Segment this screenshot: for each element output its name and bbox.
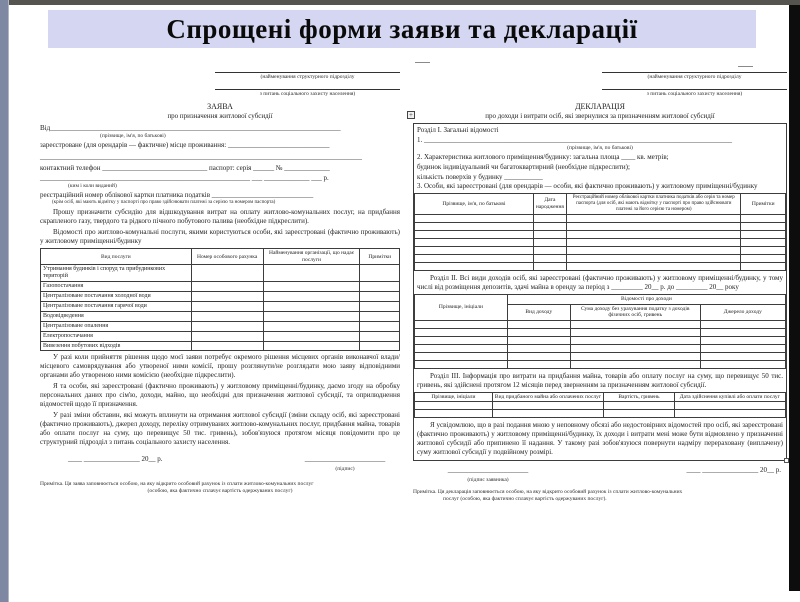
table-cell — [415, 263, 534, 271]
table-row — [41, 341, 400, 351]
table-row — [415, 239, 786, 247]
table-cell — [360, 301, 400, 311]
table-row — [415, 352, 786, 360]
signature-line: _______________________ — [304, 454, 386, 463]
tax-number-hint: (крім осіб, які мають відмітку у паспорті про право здійснювати платежі за серією та номером паспорта) — [52, 200, 276, 206]
page-mark-dash — [415, 62, 430, 63]
service-label: Централізоване опалення — [41, 321, 192, 331]
zayava-note — [40, 481, 400, 495]
table-cell — [415, 360, 508, 368]
table-cell — [360, 321, 400, 331]
table-cell — [360, 331, 400, 341]
table-cell — [263, 292, 360, 302]
zayava-address-line: зареєстроване (для орендарів — фактичне) місце проживання: _____________________________ — [40, 141, 330, 150]
table-row — [415, 410, 786, 418]
table-header-row — [415, 294, 786, 304]
dekl-expenses-table — [414, 392, 786, 419]
table-cell — [191, 301, 263, 311]
service-label: Централізоване постачання гарячої води — [41, 301, 192, 311]
zayava-title: ЗАЯВА — [207, 102, 233, 112]
zayava-services-table — [40, 248, 400, 351]
service-label: Газопостачання — [41, 282, 192, 292]
table-cell — [507, 328, 570, 336]
table-cell — [492, 402, 603, 410]
name-hint: (прізвище, ім'я, по батькові) — [567, 145, 633, 152]
blank-line — [215, 66, 400, 73]
zayava-decision-paragraph: У разі коли прийняття рішення щодо моєї заяви потребує окремого рішення місцевих органів виконавчої влади/місцевого самоврядування або утвореної ними комісії, прошу розглянути/не розглядати мою заяву відповідними органами або утвореною ними комісією (необхідне підкреслити). — [40, 353, 400, 380]
zayava-tax-number-line: реєстраційний номер облікової картки платника податків _____________________________ — [40, 191, 314, 200]
blank-line — [215, 83, 400, 90]
table-cell — [191, 321, 263, 331]
signature-hint: (підпис) — [335, 465, 355, 472]
dekl-residents-table — [414, 193, 786, 271]
services-header-type: Вид послуги — [41, 249, 192, 265]
table-cell — [741, 255, 786, 263]
income-header-group: Відомості про доходи — [507, 294, 785, 304]
table-cell — [263, 341, 360, 351]
dekl-note — [413, 489, 787, 503]
table-cell — [674, 410, 785, 418]
note-text: Примітка. Ця заява заповнюється особою, на яку відкрито особовий рахунок із сплати житлово-комунальних послуг — [40, 480, 314, 487]
table-cell — [415, 320, 508, 328]
issued-hint: (ким і коли виданий) — [68, 183, 117, 190]
zayava-subtitle: про призначення житлової субсидії — [167, 112, 273, 121]
dekl-signature-row — [413, 466, 787, 484]
signature-hint: (підпис заявника) — [467, 476, 509, 483]
table-cell — [700, 360, 785, 368]
table-cell — [415, 352, 508, 360]
table-cell — [415, 231, 534, 239]
table-cell — [741, 231, 786, 239]
table-cell — [263, 301, 360, 311]
department-caption: з питань соціального захисту населення) — [259, 91, 356, 98]
table-cell — [415, 247, 534, 255]
table-cell — [570, 344, 700, 352]
table-cell — [415, 255, 534, 263]
slide-frame-right — [789, 5, 800, 591]
table-cell — [191, 311, 263, 321]
dekl-section2-text: Розділ II. Всі види доходів осіб, які зареєстровані (фактично проживають) у житловому приміщенні/будинку, у тому числі від розміщення депозитів, здачі майна в оренду за період з _________ 20__ р. до _________ 20__ року — [417, 274, 783, 291]
slide-frame-left — [0, 0, 9, 602]
dekl-section3-text: Розділ III. Інформація про витрати на придбання майна, товарів або оплату послуг на суму, що перевищує 50 тис. гривень, які здійснені протягом 12 місяців перед зверненням за призначенням житлової субсидії. — [417, 371, 783, 389]
slide-frame-top — [0, 0, 800, 5]
note-text: (особою, яка фактично сплачує вартість одержуваних послуг) — [147, 487, 293, 494]
services-header-account: Номер особового рахунка — [191, 249, 263, 265]
expenses-header-name: Прізвище, ініціали — [415, 392, 493, 402]
table-cell — [674, 402, 785, 410]
expenses-header-cost: Вартість, гривень — [604, 392, 674, 402]
table-header-row — [415, 194, 786, 215]
zayava-from-line: Від___________________________________________________________________________________ — [40, 124, 341, 133]
blank-line — [602, 66, 787, 73]
table-cell — [263, 282, 360, 292]
department-caption: (найменування структурного підрозділу — [647, 74, 742, 80]
dekl-title: ДЕКЛАРАЦІЯ — [575, 102, 625, 112]
income-header-amount: Сума доходу без урахування податку з доходів фізичних осіб, гривень — [570, 304, 700, 320]
zayava-signature-row — [40, 455, 400, 473]
residents-header-taxnumber: Реєстраційний номер облікової картки платника податків або серія та номер паспорта (для осіб, які мають відмітку у паспорті про право здійснювати платежі за його серією та номером) — [567, 194, 741, 215]
dekl-dwelling-line: 2. Характеристика житлового приміщення/будинку: загальна площа ____ кв. метрів; — [417, 153, 669, 162]
zayava-consent-paragraph: Я та особи, які зареєстровані (фактично проживають) у житловому приміщенні/будинку, даємо згоду на обробку персональних даних про сім'ю, доходи, майно, що необхідні для призначення житлової субсидії, та оприлюднення відомостей щодо її призначення. — [40, 382, 400, 409]
note-text: послуг (особою, яка фактично сплачує вартість одержуваних послуг). — [443, 496, 607, 503]
residents-header-name: Прізвище, ім'я, по батькові — [415, 194, 534, 215]
table-row — [41, 311, 400, 321]
table-row — [41, 331, 400, 341]
table-cell — [570, 320, 700, 328]
table-cell — [533, 231, 566, 239]
table-cell — [415, 239, 534, 247]
zayava-services-intro: Відомості про житлово-комунальні послуги, якими користуються особи, які зареєстровані (фактично проживають) у житловому приміщенні/будинку — [40, 228, 400, 246]
table-cell — [415, 223, 534, 231]
table-cell — [415, 410, 493, 418]
table-cell — [360, 282, 400, 292]
table-cell — [567, 247, 741, 255]
table-cell — [700, 320, 785, 328]
dekl-main-box — [413, 123, 787, 461]
note-text: Примітка. Ця декларація заповнюється особою, на яку відкрито особовий рахунок із сплати житлово-комунальних — [413, 488, 683, 495]
table-cell — [360, 341, 400, 351]
table-cell — [507, 344, 570, 352]
department-caption: (найменування структурного підрозділу — [260, 74, 355, 80]
table-cell — [507, 336, 570, 344]
table-cell — [741, 215, 786, 223]
table-row — [415, 263, 786, 271]
service-label: Вивезення побутових відходів — [41, 341, 192, 351]
table-cell — [741, 247, 786, 255]
table-cell — [567, 255, 741, 263]
table-cell — [507, 352, 570, 360]
table-cell — [567, 223, 741, 231]
resize-handle-icon — [784, 458, 789, 463]
residents-header-birthdate: Дата народження — [533, 194, 566, 215]
table-cell — [263, 321, 360, 331]
dekl-liability-paragraph: Я усвідомлюю, що в разі подання мною у неповному обсязі або недостовірних відомостей про осіб, які зареєстровані (фактично проживають) у житловому приміщенні/будинку, їх доходи і витрати мені може бути відмовлено у призначенні житлової субсидії або припинено її надання. У такому разі зобов'язуюся повернути надміру перераховану (виплачену) суму житлової субсидії у подвійному розмірі. — [417, 421, 783, 457]
residents-header-notes: Примітки — [741, 194, 786, 215]
dekl-date-line: ____ ________________ 20__ р. — [686, 466, 781, 474]
table-cell — [492, 410, 603, 418]
dekl-section1-title: Розділ I. Загальні відомості — [417, 126, 499, 135]
table-cell — [533, 247, 566, 255]
table-cell — [567, 263, 741, 271]
table-cell — [700, 352, 785, 360]
table-cell — [570, 336, 700, 344]
service-label: Електропостачання — [41, 331, 192, 341]
table-cell — [191, 341, 263, 351]
table-header-row — [415, 392, 786, 402]
table-cell — [263, 311, 360, 321]
table-cell — [570, 360, 700, 368]
dekl-dwelling-line3: кількість поверхів у будинку ___________ — [417, 173, 543, 182]
table-row — [415, 255, 786, 263]
zayava-phone-line: контактний телефон ______________________________ паспорт: серія ______ № _____________ — [40, 164, 330, 173]
income-header-source: Джерело доходу — [700, 304, 785, 320]
blank-line — [602, 83, 787, 90]
signature-line: _______________________ — [447, 466, 529, 474]
table-cell — [741, 223, 786, 231]
table-cell — [604, 402, 674, 410]
table-row — [41, 301, 400, 311]
form-zayava — [40, 60, 400, 495]
service-label: Утримання будинків і споруд та прибудинкових територій — [41, 265, 192, 282]
table-row — [415, 247, 786, 255]
table-cell — [700, 344, 785, 352]
table-cell — [700, 336, 785, 344]
zayava-changes-paragraph: У разі зміни обставин, які можуть вплинути на отримання житлової субсидії (зміни складу осіб, які зареєстровані (фактично проживають), джерел доходу, переліку отримуваних житлово-комунальних послуг, придбання майна, товарів або оплати послуг на суму, що перевищує 50 тис. гривень), зобов'язуюся протягом місяця повідомити про це структурний підрозділ з питань соціального захисту населення. — [40, 411, 400, 447]
table-row — [415, 328, 786, 336]
table-cell — [415, 328, 508, 336]
zayava-address-line2: ____________________________________________________________________________________________ — [40, 153, 362, 162]
services-header-notes: Примітки — [360, 249, 400, 265]
table-cell — [415, 402, 493, 410]
services-header-org: Найменування організації, що надає послуги — [263, 249, 360, 265]
table-row — [415, 215, 786, 223]
table-cell — [570, 328, 700, 336]
table-row — [41, 321, 400, 331]
object-anchor-icon: + — [407, 111, 415, 119]
table-row — [415, 336, 786, 344]
table-cell — [567, 231, 741, 239]
expenses-header-type: Вид придбаного майна або оплачених послуг — [492, 392, 603, 402]
table-cell — [415, 336, 508, 344]
slide-title: Спрощені форми заяви та декларації — [48, 10, 756, 48]
table-cell — [191, 265, 263, 282]
table-cell — [533, 255, 566, 263]
table-cell — [570, 352, 700, 360]
income-header-name: Прізвище, ініціали — [415, 294, 508, 320]
table-row — [41, 292, 400, 302]
table-cell — [741, 239, 786, 247]
service-label: Водовідведення — [41, 311, 192, 321]
table-row — [415, 231, 786, 239]
zayava-request-paragraph: Прошу призначити субсидію для відшкодування витрат на оплату житлово-комунальних послуг, на придбання скрапленого газу, твердого та рідкого пічного побутового палива (необхідне підкреслити). — [40, 208, 400, 226]
service-label: Централізоване постачання холодної води — [41, 292, 192, 302]
table-cell — [191, 282, 263, 292]
table-cell — [415, 344, 508, 352]
dekl-department-block — [602, 66, 787, 98]
zayava-passport-issued-line: ____________________________________________________________ ___ _____________ ___ р. — [40, 174, 329, 183]
dekl-residents-intro: 3. Особи, які зареєстровані (для орендарів — особи, які фактично проживають) у житловому приміщенні/будинку — [417, 182, 758, 191]
table-row — [415, 402, 786, 410]
table-cell — [415, 215, 534, 223]
table-header-row — [41, 249, 400, 265]
zayava-signature-block — [290, 455, 400, 473]
department-caption: з питань соціального захисту населення) — [646, 91, 743, 98]
expenses-header-date: Дата здійснення купівлі або оплати послуг — [674, 392, 785, 402]
table-cell — [263, 265, 360, 282]
dekl-subtitle-text: про доходи і витрати осіб, які звернулися за призначенням житлової субсидії — [485, 112, 715, 121]
dekl-income-table — [414, 294, 786, 369]
income-header-type: Вид доходу — [507, 304, 570, 320]
table-cell — [533, 263, 566, 271]
table-cell — [533, 223, 566, 231]
table-cell — [604, 410, 674, 418]
dekl-subtitle — [409, 111, 787, 121]
table-cell — [700, 328, 785, 336]
table-cell — [360, 292, 400, 302]
dekl-name-line: 1. ________________________________________________________________________________________ — [417, 136, 732, 145]
table-cell — [360, 311, 400, 321]
zayava-department-block — [215, 66, 400, 98]
table-cell — [533, 215, 566, 223]
table-row — [415, 344, 786, 352]
table-row — [41, 265, 400, 282]
dekl-dwelling-line2: будинок індивідуальний чи багатоквартирний (необхідне підкреслити); — [417, 163, 630, 172]
table-row — [415, 360, 786, 368]
table-cell — [741, 263, 786, 271]
table-cell — [507, 320, 570, 328]
table-row — [415, 320, 786, 328]
table-cell — [567, 215, 741, 223]
zayava-date-line: ____ ________________ 20__ р. — [68, 454, 163, 463]
table-cell — [191, 292, 263, 302]
table-cell — [263, 331, 360, 341]
table-row — [415, 223, 786, 231]
table-row — [41, 282, 400, 292]
table-cell — [360, 265, 400, 282]
table-cell — [533, 239, 566, 247]
from-hint: (прізвище, ім'я, по батькові) — [100, 133, 166, 140]
table-cell — [567, 239, 741, 247]
table-cell — [191, 331, 263, 341]
page-mark-dash — [738, 66, 753, 67]
table-cell — [507, 360, 570, 368]
dekl-signature-block — [433, 466, 543, 484]
form-deklaracija — [409, 60, 787, 503]
